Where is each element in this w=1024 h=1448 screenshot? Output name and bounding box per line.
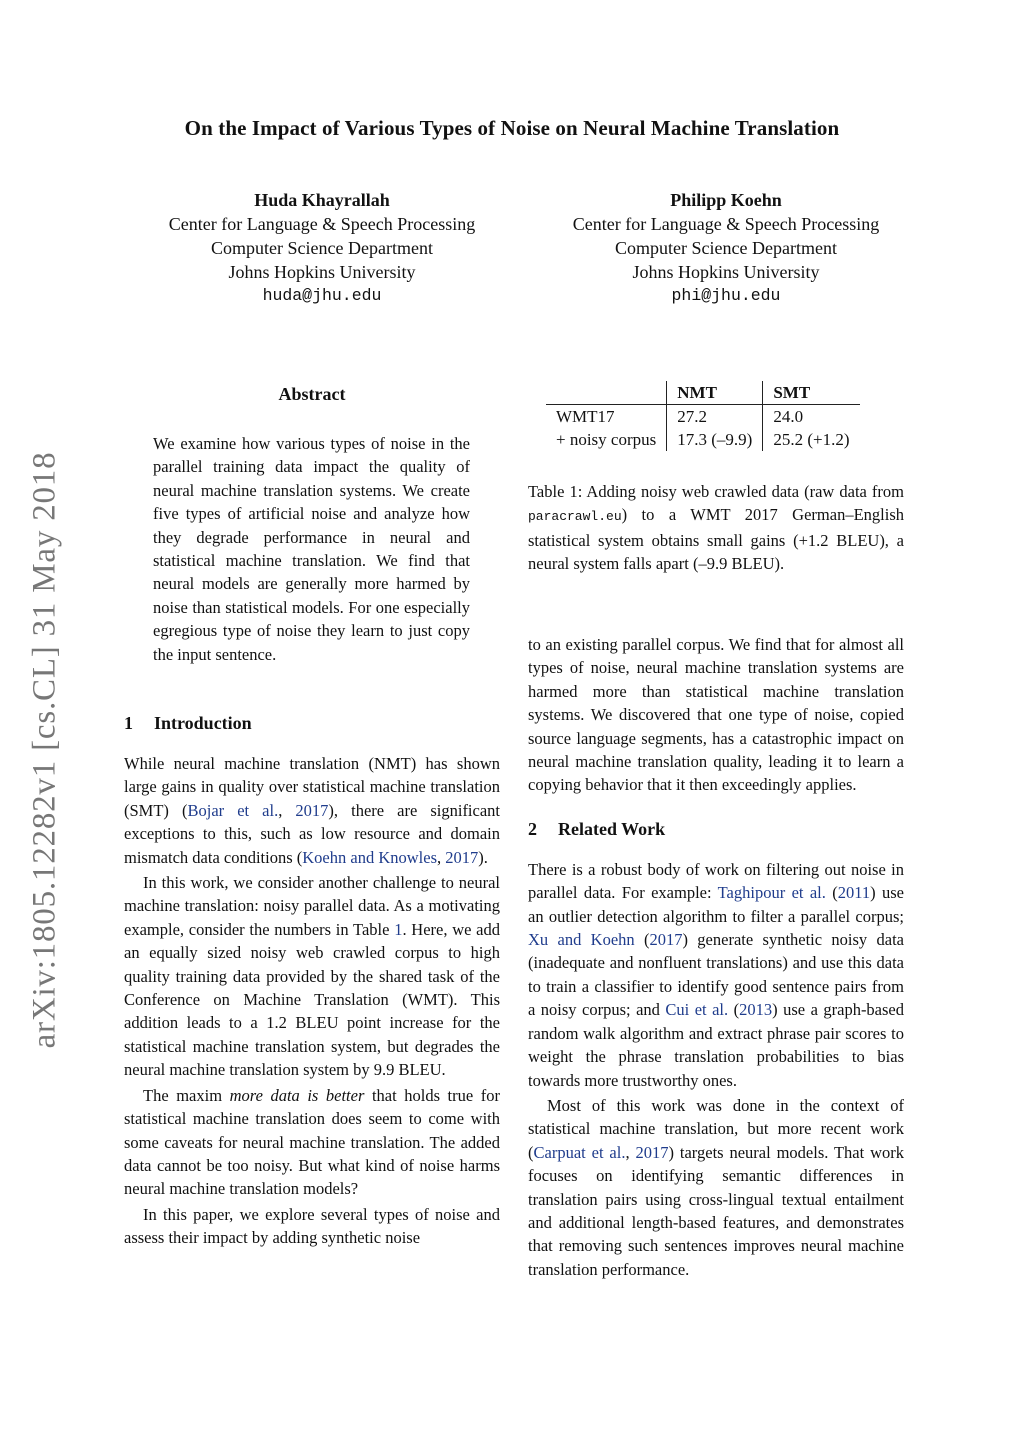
citation-year-link[interactable]: 2017 (295, 800, 329, 820)
section-number: 2 (528, 818, 537, 839)
intro-paragraph-1: While neural machine translation (NMT) has shown large gains in quality over statistical machine translation (SMT) (Bojar et al., 2017), there are significant exceptions to this, such as low resource and domain mismatch data conditions (Koehn and Knowles, 2017). (124, 754, 501, 867)
author-affiliation: Center for Language & Speech Processing (168, 214, 476, 234)
abstract-heading: Abstract (278, 384, 346, 404)
author-name: Huda Khayrallah (254, 190, 390, 210)
section-title: Related Work (558, 818, 666, 839)
author-university: Johns Hopkins University (228, 262, 416, 282)
table-row: + noisy corpus 17.3 (–9.9) 25.2 (+1.2) (546, 428, 860, 451)
author-block-1 (122, 188, 522, 308)
table-caption: Table 1: Adding noisy web crawled data (raw data from paracrawl.eu) to a WMT 2017 German–English statistical system obtains small gains (+1.2 BLEU), a neural system falls apart (–9.9 BLEU). (528, 482, 904, 574)
citation-link[interactable]: Xu and Koehn (528, 930, 635, 950)
section-title: Introduction (154, 713, 252, 733)
intro-paragraph-4: In this paper, we explore several types of noise and assess their impact by adding synthetic noise (124, 1204, 500, 1248)
arxiv-stamp (16, 440, 74, 1060)
citation-link[interactable]: Cui et al. (665, 1000, 729, 1020)
author-affiliation: Center for Language & Speech Processing (572, 214, 880, 234)
author-email[interactable]: huda@jhu.edu (262, 286, 382, 305)
author-department: Computer Science Department (211, 238, 433, 258)
author-email[interactable]: phi@jhu.edu (671, 286, 781, 305)
right-column-body (528, 633, 904, 1281)
intro-paragraph-5: to an existing parallel corpus. We find that for almost all types of noise, neural machine translation systems are harmed more than statistical machine translation systems. We discovered that one type of noise, copied source language segments, has a catastrophic impact on neural machine translation quality, leading it to learn a copying behavior that it then exceedingly applies. (528, 635, 904, 795)
author-name: Philipp Koehn (670, 190, 782, 210)
author-department: Computer Science Department (615, 238, 837, 258)
citation-year-link[interactable]: 2017 (445, 847, 479, 867)
citation-year-link[interactable]: 2017 (635, 1142, 669, 1162)
author-block-2 (526, 188, 926, 308)
results-table (546, 381, 860, 451)
section-number: 1 (124, 713, 133, 733)
introduction-section (124, 713, 500, 1250)
intro-paragraph-2: In this work, we consider another challenge to neural machine translation: noisy parallel data. As a motivating example, consider the numbers in Table 1. Here, we add an equally sized noisy web crawled corpus to high quality training data provided by the shared task of the Conference on Machine Translation (WMT). This addition leads to a 1.2 BLEU point increase for the statistical machine translation system, but degrades the neural machine translation system by 9.9 BLEU. (124, 873, 501, 1080)
table-header-cell (546, 381, 667, 405)
arxiv-stamp-text: arXiv:1805.12282v1 [cs.CL] 31 May 2018 (26, 451, 63, 1049)
author-university: Johns Hopkins University (632, 262, 820, 282)
section-heading (124, 713, 500, 734)
citation-year-link[interactable]: 2011 (837, 883, 871, 903)
paper-title: On the Impact of Various Types of Noise on Neural Machine Translation (184, 116, 840, 140)
citation-link[interactable]: Koehn and Knowles (302, 847, 437, 867)
section-heading (528, 819, 904, 840)
table-header-cell: SMT (763, 381, 860, 405)
table-row: WMT17 27.2 24.0 (546, 405, 860, 429)
table-reference-link[interactable]: 1 (394, 919, 403, 939)
citation-link[interactable]: Taghipour et al. (717, 883, 826, 903)
citation-link[interactable]: Bojar et al. (187, 800, 279, 820)
citation-link[interactable]: Carpuat et al. (533, 1142, 626, 1162)
intro-paragraph-3: The maxim more data is better that holds true for statistical machine translation does seem to come with some caveats for neural machine translation. The added data cannot be too noisy. But what kind of noise harms neural machine translation models? (124, 1085, 501, 1199)
citation-year-link[interactable]: 2017 (649, 930, 683, 950)
abstract-text: We examine how various types of noise in the parallel training data impact the quality of neural machine translation systems. We create five types of artificial noise and analyze how they degrade performance in neural and statistical machine translation. We find that neural models are generally more harmed by noise than statistical models. For one especially egregious type of noise they learn to just copy the input sentence. (153, 434, 470, 664)
related-paragraph-2: Most of this work was done in the context of statistical machine translation, but more recent work (Carpuat et al., 2017) targets neural models. That work focuses on identifying semantic differences in translation pairs using cross-lingual textual entailment and additional length-based features, and demonstrates that removing such sentences improves neural machine translation performance. (528, 1095, 905, 1279)
citation-year-link[interactable]: 2013 (739, 1000, 773, 1020)
related-paragraph-1: There is a robust body of work on filtering out noise in parallel data. For example: Taghipour et al. (2011) use an outlier detection algorithm to filter a parallel corpus; Xu and Koehn (2017) generate synthetic noisy data (inadequate and nonfluent translations) and use this data to train a classifier to identify good sentence pairs from a noisy corpus; and Cui et al. (2013) use a graph-based random walk algorithm and extract phrase pair scores to weight the phrase translation probabilities to bias towards more trustworthy ones. (528, 859, 905, 1090)
table-header-cell: NMT (667, 381, 763, 405)
